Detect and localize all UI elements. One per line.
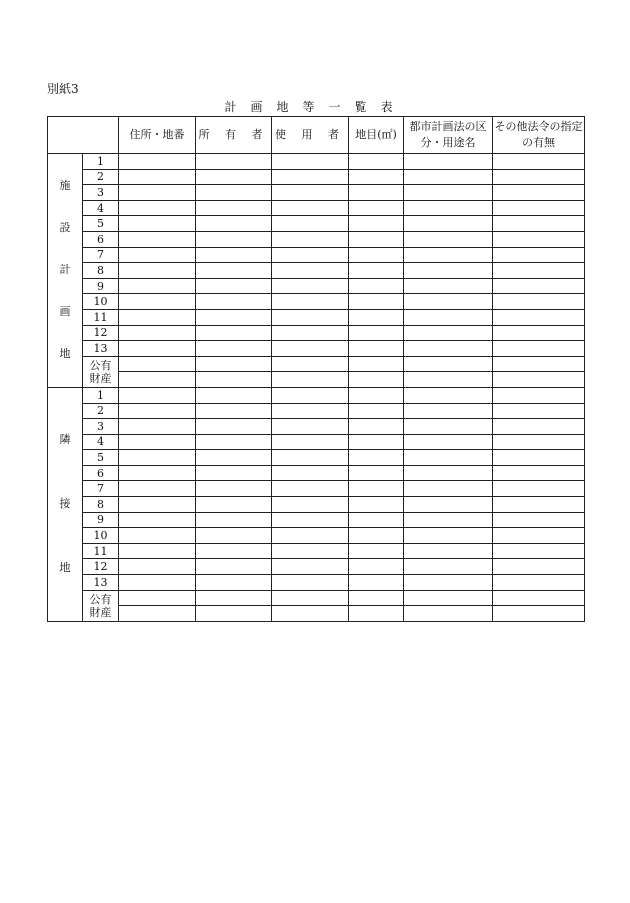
blank-cell: [272, 325, 349, 341]
plan-site-list-table: [47, 116, 585, 622]
blank-cell: [493, 403, 585, 419]
row-number: 13: [83, 341, 119, 357]
blank-cell: [493, 247, 585, 263]
public-property-text: 公有: [89, 358, 112, 372]
blank-cell: [272, 575, 349, 591]
blank-cell: [119, 559, 196, 575]
blank-cell: [196, 216, 272, 232]
blank-cell: [272, 309, 349, 325]
blank-cell: [119, 403, 196, 419]
blank-cell: [349, 590, 404, 606]
blank-cell: [404, 606, 493, 622]
public-property-text: 財産: [89, 371, 112, 385]
row-number: 12: [83, 559, 119, 575]
row-number: 9: [83, 278, 119, 294]
blank-cell: [349, 543, 404, 559]
blank-cell: [119, 543, 196, 559]
blank-cell: [272, 294, 349, 310]
blank-cell: [349, 372, 404, 388]
blank-cell: [196, 263, 272, 279]
header-user: 使 用 者: [272, 117, 349, 154]
blank-cell: [272, 154, 349, 170]
table-row: [48, 278, 585, 294]
row-number: 5: [83, 450, 119, 466]
table-row: [48, 200, 585, 216]
document-label: 別紙3: [47, 82, 79, 96]
blank-cell: [196, 403, 272, 419]
blank-cell: [119, 216, 196, 232]
blank-cell: [272, 419, 349, 435]
blank-cell: [493, 387, 585, 403]
group-label-char: 設: [59, 221, 71, 235]
blank-cell: [196, 154, 272, 170]
blank-cell: [196, 200, 272, 216]
blank-cell: [196, 575, 272, 591]
blank-cell: [119, 372, 196, 388]
blank-cell: [404, 575, 493, 591]
blank-cell: [119, 575, 196, 591]
blank-cell: [272, 356, 349, 372]
public-property-label: [83, 590, 119, 621]
blank-cell: [196, 497, 272, 513]
row-number: 9: [83, 512, 119, 528]
blank-cell: [196, 309, 272, 325]
header-owner: 所 有 者: [196, 117, 272, 154]
blank-cell: [272, 263, 349, 279]
row-number: 11: [83, 543, 119, 559]
row-number: 6: [83, 231, 119, 247]
table-row: [48, 419, 585, 435]
blank-cell: [404, 263, 493, 279]
blank-cell: [493, 216, 585, 232]
table-row: [48, 403, 585, 419]
row-number: 12: [83, 325, 119, 341]
row-number: 10: [83, 294, 119, 310]
blank-cell: [272, 434, 349, 450]
blank-cell: [349, 231, 404, 247]
blank-cell: [119, 341, 196, 357]
blank-cell: [272, 169, 349, 185]
row-number: 7: [83, 247, 119, 263]
blank-cell: [272, 247, 349, 263]
blank-cell: [493, 528, 585, 544]
row-number: 5: [83, 216, 119, 232]
blank-cell: [404, 528, 493, 544]
blank-cell: [272, 528, 349, 544]
blank-cell: [119, 263, 196, 279]
table-row: [48, 590, 585, 606]
blank-cell: [493, 356, 585, 372]
blank-cell: [272, 341, 349, 357]
table-row: [48, 154, 585, 170]
blank-cell: [272, 216, 349, 232]
table-row: [48, 512, 585, 528]
table-row: [48, 341, 585, 357]
row-number: 13: [83, 575, 119, 591]
group-label-char: 地: [59, 561, 71, 575]
blank-cell: [493, 294, 585, 310]
blank-cell: [493, 419, 585, 435]
blank-cell: [272, 590, 349, 606]
blank-cell: [196, 294, 272, 310]
blank-cell: [493, 200, 585, 216]
table-row: [48, 185, 585, 201]
blank-cell: [493, 450, 585, 466]
table-row: [48, 575, 585, 591]
blank-cell: [119, 231, 196, 247]
row-number: 8: [83, 263, 119, 279]
row-number: 4: [83, 200, 119, 216]
blank-cell: [404, 372, 493, 388]
table-row: [48, 231, 585, 247]
blank-cell: [119, 434, 196, 450]
blank-cell: [119, 590, 196, 606]
blank-cell: [404, 325, 493, 341]
table-row: [48, 481, 585, 497]
blank-cell: [349, 497, 404, 513]
blank-cell: [272, 387, 349, 403]
blank-cell: [404, 543, 493, 559]
blank-cell: [196, 481, 272, 497]
blank-cell: [349, 512, 404, 528]
row-number: 2: [83, 403, 119, 419]
blank-cell: [404, 419, 493, 435]
blank-cell: [404, 512, 493, 528]
document-title: 計画地等一覧表: [224, 100, 407, 114]
blank-cell: [272, 559, 349, 575]
header-other-laws: その他法令の指定の有無: [493, 117, 585, 154]
blank-cell: [196, 356, 272, 372]
table-row: [48, 309, 585, 325]
row-number: 10: [83, 528, 119, 544]
blank-cell: [493, 169, 585, 185]
blank-cell: [196, 372, 272, 388]
blank-cell: [272, 450, 349, 466]
blank-cell: [404, 341, 493, 357]
blank-cell: [196, 590, 272, 606]
blank-cell: [272, 481, 349, 497]
blank-cell: [349, 325, 404, 341]
blank-cell: [404, 559, 493, 575]
header-land-category: 地目(㎡): [349, 117, 404, 154]
blank-cell: [272, 200, 349, 216]
blank-cell: [404, 481, 493, 497]
header-corner: [48, 117, 119, 154]
group-label-char: 計: [59, 263, 71, 277]
blank-cell: [119, 387, 196, 403]
group-label: [48, 154, 83, 388]
blank-cell: [493, 325, 585, 341]
blank-cell: [119, 450, 196, 466]
table-row: [48, 263, 585, 279]
table-row: [48, 325, 585, 341]
blank-cell: [272, 465, 349, 481]
table-row: [48, 169, 585, 185]
blank-cell: [493, 231, 585, 247]
public-property-text: 公有: [89, 592, 112, 606]
blank-cell: [493, 575, 585, 591]
blank-cell: [272, 606, 349, 622]
group-label-char: 接: [59, 497, 71, 511]
blank-cell: [349, 387, 404, 403]
blank-cell: [272, 512, 349, 528]
blank-cell: [272, 185, 349, 201]
blank-cell: [196, 247, 272, 263]
blank-cell: [404, 200, 493, 216]
group-label-char: 画: [59, 305, 71, 319]
blank-cell: [493, 606, 585, 622]
group-label-char: 地: [59, 347, 71, 361]
blank-cell: [493, 372, 585, 388]
blank-cell: [119, 200, 196, 216]
blank-cell: [119, 465, 196, 481]
blank-cell: [119, 497, 196, 513]
blank-cell: [349, 278, 404, 294]
table-row: [48, 559, 585, 575]
public-property-text: 財産: [89, 605, 112, 619]
blank-cell: [493, 465, 585, 481]
blank-cell: [493, 434, 585, 450]
table-row: [48, 497, 585, 513]
blank-cell: [196, 387, 272, 403]
blank-cell: [349, 450, 404, 466]
blank-cell: [349, 465, 404, 481]
blank-cell: [196, 434, 272, 450]
blank-cell: [196, 341, 272, 357]
blank-cell: [349, 294, 404, 310]
blank-cell: [349, 200, 404, 216]
header-address: 住所・地番: [119, 117, 196, 154]
blank-cell: [493, 543, 585, 559]
row-number: 6: [83, 465, 119, 481]
row-number: 7: [83, 481, 119, 497]
blank-cell: [196, 559, 272, 575]
blank-cell: [404, 247, 493, 263]
table-row: [48, 465, 585, 481]
blank-cell: [493, 309, 585, 325]
blank-cell: [119, 512, 196, 528]
blank-cell: [119, 247, 196, 263]
blank-cell: [493, 263, 585, 279]
row-number: 3: [83, 419, 119, 435]
table-row: [48, 294, 585, 310]
blank-cell: [349, 434, 404, 450]
group-label-char: 隣: [59, 433, 71, 447]
blank-cell: [404, 450, 493, 466]
blank-cell: [493, 512, 585, 528]
blank-cell: [493, 559, 585, 575]
group-label: [48, 387, 83, 621]
blank-cell: [404, 497, 493, 513]
group-label-char: 施: [59, 179, 71, 193]
blank-cell: [119, 419, 196, 435]
blank-cell: [404, 356, 493, 372]
blank-cell: [196, 169, 272, 185]
blank-cell: [404, 294, 493, 310]
table-row: [48, 606, 585, 622]
blank-cell: [404, 309, 493, 325]
blank-cell: [119, 481, 196, 497]
blank-cell: [404, 465, 493, 481]
blank-cell: [404, 590, 493, 606]
blank-cell: [493, 497, 585, 513]
row-number: 2: [83, 169, 119, 185]
blank-cell: [349, 403, 404, 419]
blank-cell: [349, 606, 404, 622]
blank-cell: [404, 154, 493, 170]
blank-cell: [349, 216, 404, 232]
blank-cell: [349, 341, 404, 357]
blank-cell: [349, 356, 404, 372]
header-city-planning: 都市計画法の区分・用途名: [404, 117, 493, 154]
blank-cell: [272, 543, 349, 559]
blank-cell: [272, 231, 349, 247]
blank-cell: [349, 309, 404, 325]
blank-cell: [272, 372, 349, 388]
blank-cell: [196, 450, 272, 466]
table-row: [48, 387, 585, 403]
blank-cell: [349, 575, 404, 591]
blank-cell: [493, 154, 585, 170]
blank-cell: [349, 263, 404, 279]
blank-cell: [404, 231, 493, 247]
blank-cell: [272, 278, 349, 294]
blank-cell: [196, 278, 272, 294]
blank-cell: [119, 309, 196, 325]
blank-cell: [119, 185, 196, 201]
blank-cell: [119, 606, 196, 622]
row-number: 8: [83, 497, 119, 513]
blank-cell: [196, 325, 272, 341]
blank-cell: [119, 356, 196, 372]
blank-cell: [404, 185, 493, 201]
blank-cell: [349, 419, 404, 435]
blank-cell: [119, 528, 196, 544]
blank-cell: [404, 278, 493, 294]
blank-cell: [493, 341, 585, 357]
blank-cell: [196, 606, 272, 622]
blank-cell: [404, 216, 493, 232]
row-number: 4: [83, 434, 119, 450]
blank-cell: [272, 497, 349, 513]
blank-cell: [119, 169, 196, 185]
blank-cell: [196, 465, 272, 481]
blank-cell: [349, 247, 404, 263]
blank-cell: [119, 154, 196, 170]
blank-cell: [493, 185, 585, 201]
table-row: [48, 434, 585, 450]
blank-cell: [493, 278, 585, 294]
row-number: 1: [83, 154, 119, 170]
table-row: [48, 247, 585, 263]
blank-cell: [119, 294, 196, 310]
blank-cell: [404, 434, 493, 450]
blank-cell: [349, 481, 404, 497]
blank-cell: [196, 185, 272, 201]
table-row: [48, 356, 585, 372]
table-row: [48, 450, 585, 466]
table-row: [48, 216, 585, 232]
public-property-label: [83, 356, 119, 387]
blank-cell: [196, 231, 272, 247]
blank-cell: [196, 419, 272, 435]
row-number: 11: [83, 309, 119, 325]
blank-cell: [404, 403, 493, 419]
blank-cell: [493, 481, 585, 497]
blank-cell: [272, 403, 349, 419]
blank-cell: [119, 325, 196, 341]
table-row: [48, 543, 585, 559]
table-row: [48, 528, 585, 544]
blank-cell: [349, 154, 404, 170]
blank-cell: [349, 559, 404, 575]
blank-cell: [196, 528, 272, 544]
blank-cell: [196, 543, 272, 559]
blank-cell: [349, 185, 404, 201]
blank-cell: [349, 169, 404, 185]
blank-cell: [119, 278, 196, 294]
blank-cell: [493, 590, 585, 606]
header-row: [48, 117, 585, 154]
blank-cell: [196, 512, 272, 528]
row-number: 1: [83, 387, 119, 403]
blank-cell: [404, 169, 493, 185]
blank-cell: [349, 528, 404, 544]
row-number: 3: [83, 185, 119, 201]
table-row: [48, 372, 585, 388]
blank-cell: [404, 387, 493, 403]
